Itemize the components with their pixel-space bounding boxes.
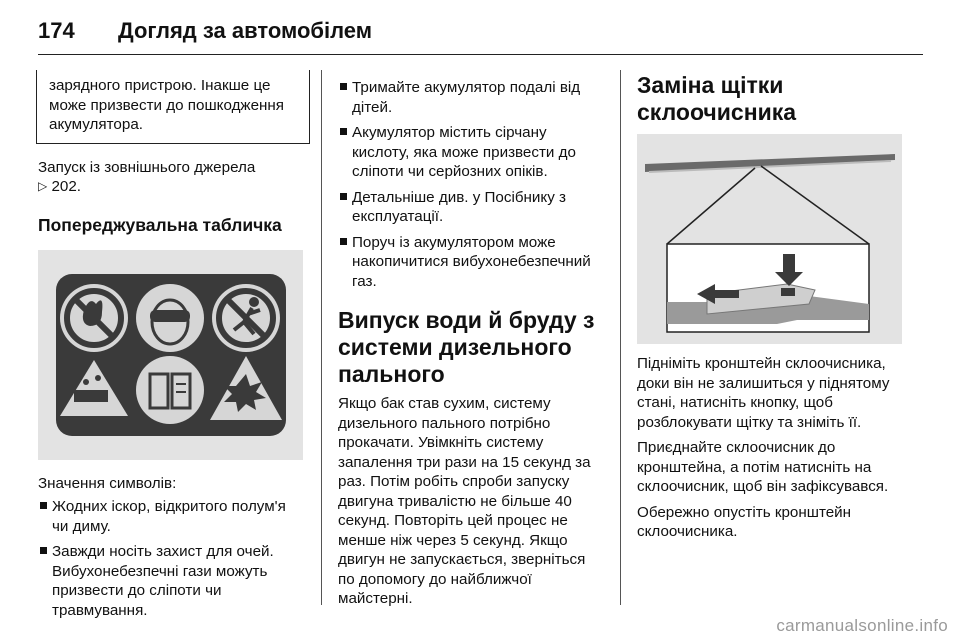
eye-protection-icon <box>136 284 204 352</box>
page-title: Догляд за автомобілем <box>118 18 373 43</box>
list-item: Поруч із акумулятором може накопичитися вибухонебезпечний газ. <box>338 233 606 292</box>
list-item: Жодних іскор, відкритого полум'я чи диму. <box>38 497 306 536</box>
no-fire-icon <box>60 284 128 352</box>
wiper-figure <box>637 134 902 344</box>
notice-box <box>36 70 310 144</box>
column-left <box>38 70 306 626</box>
wiper-step-2: Приєднайте склоочисник до кронштейна, а потім натисніть на склоочисник, щоб він зафіксувався. <box>637 439 889 495</box>
warning-label-illustration <box>38 250 303 460</box>
column-divider <box>321 70 322 605</box>
symbols-list <box>38 497 306 620</box>
wiper-illustration <box>637 134 902 344</box>
symbols-intro: Значення символів: <box>38 474 177 492</box>
no-children-icon <box>212 284 280 352</box>
diesel-section-heading: Випуск води й бруду з системи дизельного пального <box>338 307 595 387</box>
diesel-section-body: Якщо бак став сухим, систему дизельного пального потрібно прокачати. Увімкніть систему запалення три рази на 15 секунд за раз. Потім робіть спроби запуску двигуна тривалістю не більше 40 секунд. Повторіть цей процес не менше ніж через 5 секунд. Якщо двигун не запускається, зверніться по допомогу до найближчої майстерні. <box>338 395 591 607</box>
column-right <box>637 72 905 542</box>
column-middle <box>338 78 606 609</box>
wiper-section-heading: Заміна щітки склоочисника <box>637 72 797 125</box>
jumpstart-text: Запуск із зовнішнього джерела ▷ 202. <box>38 158 256 195</box>
warning-label-figure <box>38 250 303 460</box>
warning-label-heading: Попереджувальна табличка <box>38 214 282 235</box>
jumpstart-ref-page[interactable]: 202. <box>51 178 82 195</box>
notice-text: зарядного пристрою. Інакше це може призвести до пошкодження акумулятора. <box>49 77 285 133</box>
read-manual-icon <box>136 356 204 424</box>
list-item: Детальніше див. у Посібнику з експлуатації. <box>338 188 606 227</box>
wiper-step-1: Підніміть кронштейн склоочисника, доки він не залишиться у піднятому стані, натисніть кнопку, щоб розблокувати щітку та зніміть її. <box>637 355 890 431</box>
list-item: Акумулятор містить сірчану кислоту, яка може призвести до сліпоти чи серйозних опіків. <box>338 123 606 182</box>
wiper-step-3: Обережно опустіть кронштейн склоочисника. <box>637 503 852 540</box>
battery-warnings-list <box>338 78 606 291</box>
list-item: Тримайте акумулятор подалі від дітей. <box>338 78 606 117</box>
page-reference-icon: ▷ <box>38 179 48 193</box>
page-header <box>38 10 923 55</box>
column-divider <box>620 70 621 605</box>
watermark: carmanualsonline.info <box>776 616 948 635</box>
list-item: Завжди носіть захист для очей. Вибухонебезпечні гази можуть призвести до сліпоти чи травмування. <box>38 542 306 620</box>
page-number: 174 <box>38 18 75 43</box>
